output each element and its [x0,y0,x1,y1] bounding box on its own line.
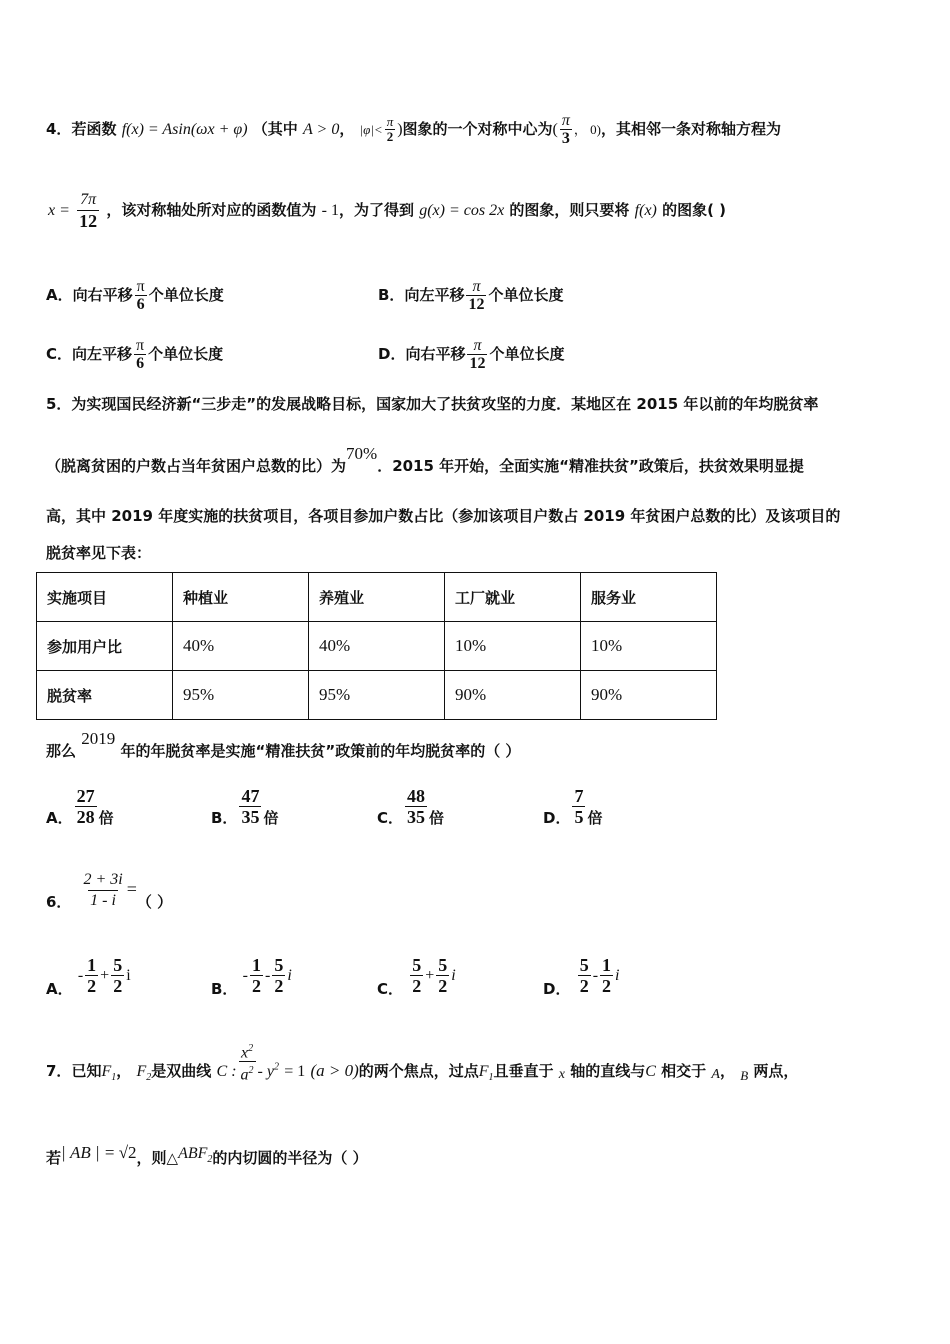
q4-option-d[interactable]: D．向右平移 $\frac{\pi}{12}$ 个单位长度 [378,337,565,372]
q4-line1: 4．若函数 f(x) = Asin(ωx + φ) （其中 A > 0， |φ|< $\frac{\pi}{2}$ )图象的一个对称中心为( $\frac{\pi}{3}$ ， 0)，其相邻一条对称轴方程为 [46,112,781,147]
table-row [37,573,717,622]
q7-hyperbola: C : [216,1063,237,1081]
q5-option-c[interactable]: C． $\frac{48}{35}$ 倍 [377,786,445,827]
q6-number: 6． [46,893,72,911]
table-row [37,622,717,671]
q4-neg-one: - 1 [321,202,339,219]
q5-line3: 高，其中 2019 年度实施的扶贫项目，各项目参加户数占比（参加该项目户数占 2019 年贫困户总数的比）及该项目的 [46,507,841,525]
table-cell: 90% [445,671,581,720]
q4-option-a[interactable]: A．向右平移 $\frac{\pi}{6}$ 个单位长度 [46,278,224,313]
table-cell: 90% [581,671,717,720]
q6-stem: 6． $\frac{2 + 3i}{1 - i}$ =（ ） [46,871,173,911]
q4-cond-a: A > 0 [303,121,340,138]
q6-option-d[interactable]: D． $\frac{5}{2}$ - $\frac{1}{2}$ i [543,955,620,998]
table-header: 服务业 [581,573,717,622]
q5-option-d[interactable]: D． $\frac{7}{5}$ 倍 [543,786,603,827]
q7-line2: 若| AB | = √2，则$\triangle ABF_2$的内切圆的半径为（ ） [46,1143,368,1167]
table-header: 种植业 [173,573,309,622]
q4-seven-pi-over-12: $\frac{7\pi}{12}$ [79,191,98,231]
q4-pi-over-3: $\frac{\pi}{3}$ [561,112,570,147]
q7-abs-ab: | AB | [61,1143,100,1162]
table-cell: 40% [309,622,445,671]
q4-number: 4． [46,120,72,138]
table-cell: 脱贫率 [37,671,173,720]
q4-pi-over-2: $\frac{\pi}{2}$ [386,114,394,144]
q5-question: 那么 2019 年的年脱贫率是实施“精准扶贫”政策前的年均脱贫率的（ ） [46,729,521,760]
q6-option-a[interactable]: A． - $\frac{1}{2}$ + $\frac{5}{2}$ i [46,955,131,998]
q4-g-def: g(x) = cos 2x [419,202,505,219]
table-header: 实施项目 [37,573,173,622]
q7-x2-over-a2: $\frac{x^2}{a^2}$ [240,1043,254,1084]
q5-line4: 脱贫率见下表： [46,544,152,562]
table-header: 养殖业 [309,573,445,622]
q6-option-b[interactable]: B． - $\frac{1}{2}$ - $\frac{5}{2}$ i [211,955,292,998]
q7-sqrt2: = √2 [104,1143,137,1162]
q5-option-a[interactable]: A． $\frac{27}{28}$ 倍 [46,786,114,827]
table-header: 工厂就业 [445,573,581,622]
table-cell: 95% [173,671,309,720]
q5-option-b[interactable]: B． $\frac{47}{35}$ 倍 [211,786,279,827]
table-cell: 10% [581,622,717,671]
q4-axis-x: x = [48,202,70,219]
q6-option-c[interactable]: C． $\frac{5}{2}$ + $\frac{5}{2}$ i [377,955,456,998]
table-row [37,671,717,720]
table-cell: 40% [173,622,309,671]
q4-f-x: f(x) [634,202,657,219]
q5-table [36,572,717,720]
q4-line2: x = $\frac{7\pi}{12}$ ，该对称轴处所对应的函数值为 - 1，为了得到 g(x) = cos 2x 的图象，则只要将 f(x) 的图象( ) [48,191,727,231]
q4-function-def: f(x) = Asin(ωx + φ) [121,121,248,138]
q4-option-b[interactable]: B．向左平移 $\frac{\pi}{12}$ 个单位长度 [378,278,564,313]
q5-line2: （脱离贫困的户数占当年贫困户总数的比）为70%．2015 年开始，全面实施“精准扶贫”政策后，扶贫效果明显提 [46,444,804,475]
q7-line1: 7．已知$F_1$， $F_2$是双曲线 C : $\frac{x^2}{a^2}$ - $y^2 = 1$ (a > 0)的两个焦点，过点$F_1$且垂直于 x 轴的直线与C 相交于 A， B 两点， [46,1040,798,1084]
q7-condition: (a > 0) [310,1061,359,1081]
q5-year: 2019 [81,729,116,748]
q5-rate: 70% [346,444,378,463]
q4-option-c[interactable]: C．向左平移 $\frac{\pi}{6}$ 个单位长度 [46,337,224,372]
table-cell: 95% [309,671,445,720]
table-cell: 参加用户比 [37,622,173,671]
q5-line1: 5．为实现国民经济新“三步走”的发展战略目标，国家加大了扶贫攻坚的力度．某地区在 2015 年以前的年均脱贫率 [46,395,819,413]
q4-cond-phi: |φ|< [359,122,383,137]
q6-fraction: $\frac{2 + 3i}{1 - i}$ [83,871,123,909]
table-cell: 10% [445,622,581,671]
